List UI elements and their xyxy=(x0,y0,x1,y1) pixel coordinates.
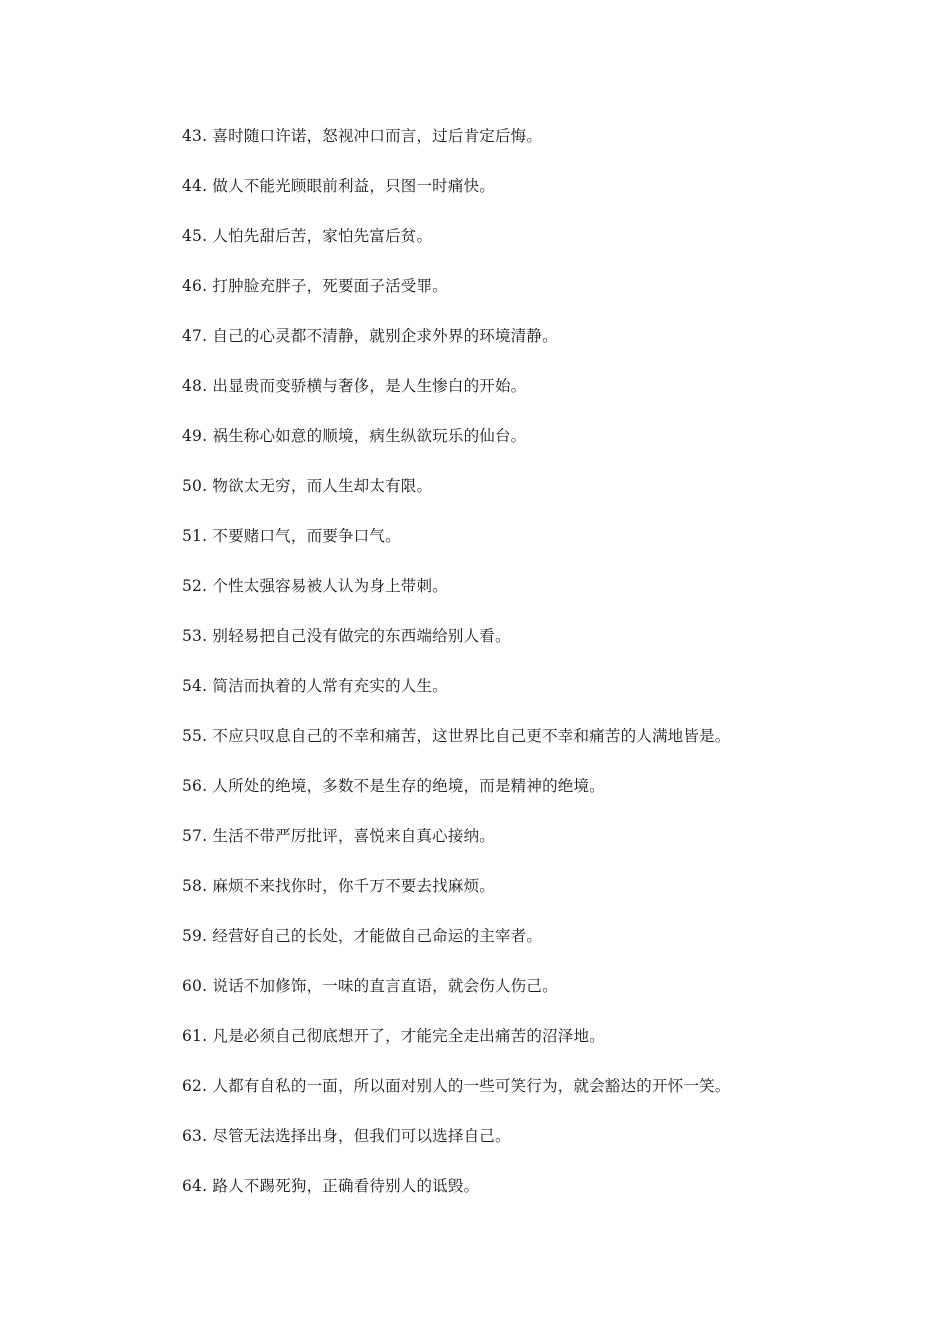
quote-list xyxy=(182,122,922,1222)
quote-item: 45. 人怕先甜后苦，家怕先富后贫。 xyxy=(182,227,433,245)
quote-item: 62. 人都有自私的一面，所以面对别人的一些可笑行为，就会豁达的开怀一笑。 xyxy=(182,1077,731,1095)
quote-item: 49. 祸生称心如意的顺境，病生纵欲玩乐的仙台。 xyxy=(182,427,527,445)
quote-item: 47. 自己的心灵都不清静，就别企求外界的环境清静。 xyxy=(182,327,558,345)
quote-item: 61. 凡是必须自己彻底想开了，才能完全走出痛苦的沼泽地。 xyxy=(182,1027,605,1045)
quote-item: 63. 尽管无法选择出身，但我们可以选择自己。 xyxy=(182,1127,511,1145)
quote-item: 43. 喜时随口许诺，怒视冲口而言，过后肯定后悔。 xyxy=(182,127,543,145)
quote-item: 53. 别轻易把自己没有做完的东西端给别人看。 xyxy=(182,627,511,645)
quote-item: 50. 物欲太无穷，而人生却太有限。 xyxy=(182,477,433,495)
quote-item: 46. 打肿脸充胖子，死要面子活受罪。 xyxy=(182,277,448,295)
quote-item: 55. 不应只叹息自己的不幸和痛苦，这世界比自己更不幸和痛苦的人满地皆是。 xyxy=(182,727,731,745)
quote-item: 59. 经营好自己的长处，才能做自己命运的主宰者。 xyxy=(182,927,543,945)
quote-item: 57. 生活不带严厉批评，喜悦来自真心接纳。 xyxy=(182,827,495,845)
quote-item: 54. 简洁而执着的人常有充实的人生。 xyxy=(182,677,448,695)
quote-item: 64. 路人不踢死狗，正确看待别人的诋毁。 xyxy=(182,1177,480,1195)
quote-item: 60. 说话不加修饰，一味的直言直语，就会伤人伤己。 xyxy=(182,977,558,995)
quote-item: 51. 不要赌口气，而要争口气。 xyxy=(182,527,401,545)
quote-item: 58. 麻烦不来找你时，你千万不要去找麻烦。 xyxy=(182,877,495,895)
quote-item: 56. 人所处的绝境，多数不是生存的绝境，而是精神的绝境。 xyxy=(182,777,605,795)
quote-item: 52. 个性太强容易被人认为身上带刺。 xyxy=(182,577,448,595)
quote-item: 44. 做人不能光顾眼前利益，只图一时痛快。 xyxy=(182,177,495,195)
quote-item: 48. 出显贵而变骄横与奢侈，是人生惨白的开始。 xyxy=(182,377,527,395)
